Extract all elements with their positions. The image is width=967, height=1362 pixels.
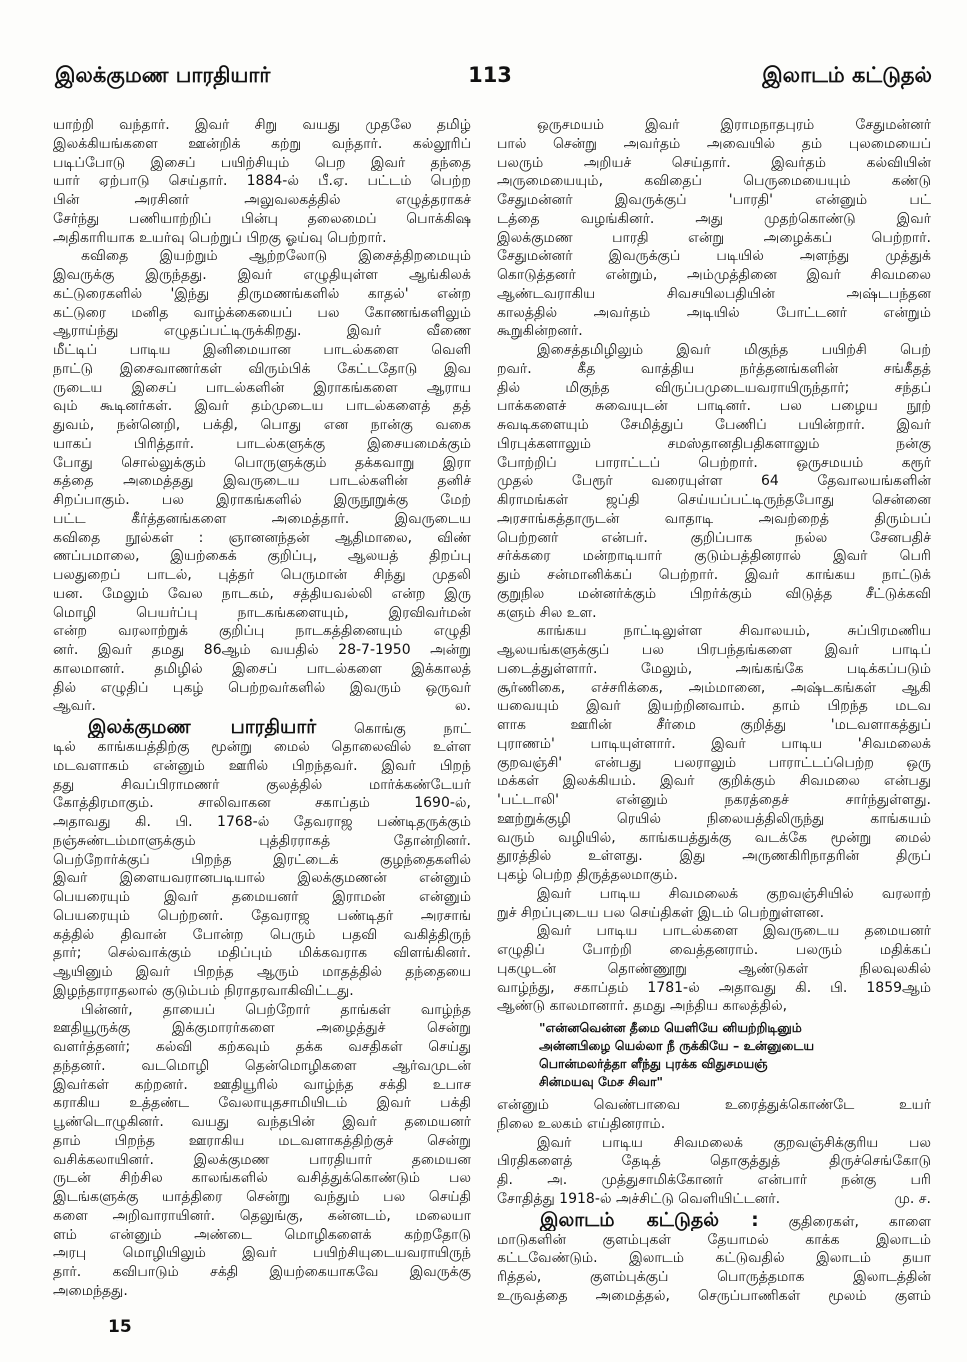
text-line: பிரபுக்களாலும் சமஸ்தானதிபதிகளாலும் நன்கு bbox=[497, 435, 931, 452]
entry-headword: இலக்குமண பாரதியார் bbox=[88, 716, 317, 738]
text-line: என்ற வரலாற்றுக் குறிப்பு நாடகத்தினையும் எழுதி bbox=[53, 623, 471, 640]
text-line: புராணம்' பாடியுள்ளார். இவர் பாடிய 'சிவமலைக் bbox=[497, 735, 931, 752]
text-line: சுவடிகளையும் சேமித்துப் பேணிப் பயின்றார். இவர் bbox=[497, 417, 931, 433]
text-line: இவர் பாடிய பாடல்களை இவருடைய தமையனர் bbox=[537, 923, 931, 940]
text-segment: ஆவர். bbox=[53, 698, 96, 715]
text-line: சிறப்பாகும். பல இராகங்களில் இருநூறுக்கு மேற் bbox=[53, 492, 471, 508]
text-line: அரசாங்கத்தாருடன் வாதாடி அவற்றைத் திரும்பப் bbox=[497, 510, 931, 527]
text-line: ளம் என்னும் அண்டை மொழிகளைக் கற்றதோடு bbox=[53, 1226, 471, 1243]
text-line: கட்டுரை மனித வாழ்க்கையைப் பல கோணங்களிலும் bbox=[53, 304, 471, 321]
text-line: நஞ்சுண்டம்மாளுக்கும் புத்திரராகத் தோன்றினர். bbox=[53, 832, 471, 849]
text-line: வரும் வழியில், காங்கயத்துக்கு வடக்கே மூன்று மைல் bbox=[497, 829, 931, 846]
text-line: பின்னர், தாயைப் பெற்றோர் தாங்கள் வாழ்ந்த bbox=[81, 1001, 471, 1018]
text-line: பட்ட கீர்த்தனங்களை அமைத்தார். இவருடைய bbox=[53, 510, 471, 527]
text-line: கூறுகின்றனர். bbox=[497, 323, 583, 340]
paragraph bbox=[497, 1096, 931, 1134]
paragraph bbox=[497, 1134, 931, 1209]
entry-paragraph bbox=[53, 716, 471, 1001]
paragraph bbox=[497, 922, 931, 1016]
text-line: சூர்ணிகை, எச்சரிக்கை, அம்மானை, அஷ்டகங்கள் ஆகி bbox=[497, 679, 931, 696]
text-line: பால் சென்று அவர்தம் அவையில் தம் புலமையைப் bbox=[497, 135, 931, 152]
verse-line: பொன்மலர்த்தா ளீந்து புரக்க விதுசமயஞ் bbox=[539, 1056, 768, 1071]
paragraph bbox=[53, 247, 471, 716]
text-line: தூரத்தில் உள்ளது. இது அருணகிரிநாதரின் திருப் bbox=[497, 848, 931, 865]
text-line: சர்க்கரை மன்றாடியார் குடும்பத்தினரால் இவர் பெரி bbox=[497, 548, 931, 565]
running-title-right: இலாடம் கட்டுதல் bbox=[762, 63, 932, 87]
text-line: தும் சன்மானிக்கப் பெற்றார். இவர் காங்கய நாட்டுக் bbox=[497, 567, 931, 583]
text-line: ணப்பமாலை, இயற்கைக் குறிப்பு, ஆலயத் திறப்பு bbox=[53, 548, 471, 565]
text-line: இவருக்கு இருந்தது. இவர் எழுதியுள்ள ஆங்கிலக் bbox=[53, 267, 471, 283]
footer-signature-number: 15 bbox=[108, 1317, 132, 1337]
text-line: ரித்தல், குளம்புக்குப் பொருத்தமாக இலாடத்தின் bbox=[497, 1269, 931, 1285]
text-line: அதாவது கி. பி. 1768-ல் தேவராஜ பண்டிதருக்கும் bbox=[53, 814, 471, 830]
text-line: பெற்றனர் என்பர். குறிப்பாக நல்ல சேனபதிச் bbox=[497, 529, 931, 546]
text-line: யாற்றி வந்தார். இவர் சிறு வயது முதலே தமிழ் bbox=[53, 117, 471, 133]
text-line: புகழுடன் தொண்ணூறு ஆண்டுகள் நிலவுலகில் bbox=[497, 960, 931, 977]
text-line: தார். கவிபாடும் சக்தி இயற்கையாகவே இவருக்கு bbox=[53, 1264, 471, 1280]
text-line: யாகப் பிரித்தார். பாடல்களுக்கு இசையமைக்கும் bbox=[53, 435, 471, 452]
text-line: மொழி பெயர்ப்பு நாடகங்களையும், இரவிவர்மன் bbox=[53, 604, 471, 621]
text-line: இசைத்தமிழிலும் இவர் மிகுந்த பயிற்சி பெற் bbox=[537, 342, 931, 358]
text-line: போற்றிப் பாராட்டப் பெற்றார். ஒருசமயம் கரூர் bbox=[497, 454, 931, 471]
text-line: பலரும் அறியச் செய்தார். இவர்தம் கல்வியின் bbox=[497, 154, 931, 171]
text-line: பின் அரசினர் அலுவலகத்தில் எழுத்தராகச் bbox=[53, 192, 471, 208]
text-line: இலக்குமண பாரதி என்று அழைக்கப் பெற்றார். bbox=[497, 229, 931, 246]
text-line: நாட்டு இசைவாணர்கள் விரும்பிக் கேட்டதோடு இவ bbox=[53, 360, 471, 377]
verse-block bbox=[497, 1019, 931, 1091]
text-line: தது சிவப்பிராமணர் குலத்தில் மார்க்கண்டேயர் bbox=[53, 776, 471, 793]
text-line: காலமானர். தமிழில் இசைப் பாடல்களை இக்காலத் bbox=[53, 660, 471, 677]
text-line: வும் கூடினர்கள். இவர் தம்முடைய பாடல்களைத் தத் bbox=[53, 398, 471, 415]
text-line: ஆலயங்களுக்குப் பல பிரபந்தங்களை இவர் பாடிப் bbox=[497, 642, 931, 658]
text-line: இவர் இளையவரானபடியால் இலக்குமணன் என்னும் bbox=[53, 870, 471, 887]
right-column bbox=[497, 116, 931, 1306]
text-line: இவர் பாடிய சிவமலைக் குறவஞ்சியில் வரலாற் bbox=[537, 885, 931, 902]
paragraph bbox=[497, 885, 931, 923]
text-line: மக்கள் இலக்கியம். இவர் குறிக்கும் சிவமலை என்பது bbox=[497, 773, 931, 790]
text-line: கோத்திரமாகும். சாலிவாகன சகாப்தம் 1690-ல், bbox=[53, 795, 471, 812]
paragraph bbox=[497, 622, 931, 885]
text-line: தி. அ. முத்துசாமிக்கோனர் என்பார் நன்கு பரி bbox=[497, 1172, 931, 1188]
text-line: அதிகாரியாக உயர்வு பெற்றுப் பிறகு ஓய்வு பெற்றார். bbox=[53, 229, 387, 246]
text-line: ருடைய இசைப் பாடல்களின் இராகங்களை ஆராய bbox=[53, 379, 471, 396]
text-line: பாக்களைச் சுவையுடன் பாடினர். பல பழைய நூற் bbox=[497, 398, 931, 415]
text-line: நிலை உலகம் எய்தினராம். bbox=[497, 1115, 666, 1132]
text-line: உருவத்தை அமைத்தல், செருப்பாணிகள் மூலம் குளம் bbox=[497, 1287, 931, 1304]
text-line bbox=[497, 1190, 931, 1209]
entry-headword: இலாடம் கட்டுதல் : bbox=[540, 1208, 759, 1231]
author-initials: ல. bbox=[454, 698, 471, 715]
text-line bbox=[53, 716, 471, 738]
text-line: பூண்டொழுகினர். வயது வந்தபின் இவர் தமையனர் bbox=[53, 1114, 471, 1130]
text-line: காங்கய நாட்டிலுள்ள சிவாலயம், சுப்பிரமணிய bbox=[537, 623, 931, 640]
author-initials: மு. ச. bbox=[894, 1190, 931, 1207]
text-line: தில் மிகுந்த விருப்பமுடையவராயிருந்தார்; சந்தப் bbox=[497, 379, 931, 396]
text-line: தில் எழுதிப் புகழ் பெற்றவர்களில் இவரும் ஒருவர் bbox=[53, 679, 471, 696]
text-line: கத்தை அமைத்தது இவருடைய பாடல்களின் தனிச் bbox=[53, 473, 471, 490]
text-segment: கொங்கு நாட் bbox=[353, 721, 471, 737]
text-line: இவர் பாடிய சிவமலைக் குறவஞ்சிக்குரிய பல bbox=[537, 1134, 931, 1151]
text-line: குறுநில மன்னர்க்கும் பிறர்க்கும் விடுத்த சீட்டுக்கவி bbox=[497, 585, 931, 602]
verse-line: "என்னவென்ன தீமை யெளியே னியற்றிடினும் bbox=[539, 1020, 802, 1035]
text-line: சேதுமன்னர் இவருக்குப் 'பாரதி' என்னும் பட் bbox=[497, 192, 931, 208]
text-line: பலதுறைப் பாடல், புத்தர் பெருமான் சிந்து முதலி bbox=[53, 567, 471, 583]
text-line: அருமையையும், கவிதைப் பெருமையையும் கண்டு bbox=[497, 173, 931, 190]
text-line: டில் காங்கயத்திற்கு மூன்று மைல் தொலைவில் உள்ள bbox=[53, 739, 471, 755]
text-line: வாழ்ந்து, சகாப்தம் 1781-ல் அதாவது கி. பி. 1859ஆம் bbox=[497, 979, 931, 996]
text-segment: குதிரைகள், காளை bbox=[788, 1213, 931, 1230]
text-line: படிப்போடு இசைப் பயிற்சியும் பெற இவர் தந்தை bbox=[53, 154, 471, 171]
text-line: னர். இவர் தமது 86ஆம் வயதில் 28-7-1950 அன்று bbox=[53, 642, 471, 658]
text-line: படைத்துள்ளார். மேலும், அங்கங்கே படிக்கப்படும் bbox=[497, 660, 931, 677]
text-line: ஆராய்ந்து எழுதப்பட்டிருக்கிறது. இவர் வீணை bbox=[53, 323, 471, 340]
text-line: கொடுத்தனர் என்றும், அம்முத்தினை இவர் சிவமலை bbox=[497, 267, 931, 283]
text-line: 'பட்டாலி' என்னும் நகரத்தைச் சார்ந்துள்ளது. bbox=[497, 792, 931, 808]
text-line: பிரதிகளைத் தேடித் தொகுத்துத் திருச்செங்கோடு bbox=[497, 1153, 931, 1170]
text-line: தார்; செல்வாக்கும் மதிப்பும் மிக்கவராக விளங்கினர். bbox=[53, 945, 471, 962]
text-line: கிராமங்கள் ஜப்தி செய்யப்பட்டிருந்தபோது சென்னை bbox=[497, 492, 931, 508]
text-line: இழந்தாராதலால் குடும்பம் நிராதரவாகிவிட்டது. bbox=[53, 982, 354, 999]
text-line: வசிக்கலாயினர். இலக்குமண பாரதியார் தமையன bbox=[53, 1151, 471, 1168]
text-line: கராகிய உத்தண்ட வேலாயுதசாமியிடம் இவர் பக்தி bbox=[53, 1095, 471, 1112]
text-line: மடவளாகம் என்னும் ஊரில் பிறந்தவர். இவர் பிறந் bbox=[53, 757, 471, 774]
text-line: ஆண்டு காலமானார். தமது அந்திய காலத்தில், bbox=[497, 998, 788, 1015]
text-line: என்னும் வெண்பாவை உரைத்துக்கொண்டே உயர் bbox=[497, 1097, 931, 1113]
text-line: கவிதை இயற்றும் ஆற்றலோடு இசைத்திறமையும் bbox=[81, 248, 471, 265]
text-line: களும் சில உள. bbox=[497, 604, 597, 621]
text-line: ஊதியூருக்கு இக்குமாரர்களை அழைத்துச் சென்று bbox=[53, 1020, 471, 1037]
text-line: தாம் பிறந்த ஊராகிய மடவளாகத்திற்குச் சென்று bbox=[53, 1132, 471, 1149]
text-line: துவம், நன்னெறி, பக்தி, பொது என நான்கு வகை bbox=[53, 417, 471, 433]
text-line: கவிதை நூல்கள் : ஞானனந்தன் ஆதிமாலை, விண் bbox=[53, 529, 471, 546]
text-line: றுச் சிறப்புடைய பல செய்திகள் இடம் பெற்றுள்ளன. bbox=[497, 904, 825, 921]
text-line: பெயரையும் பெற்றனர். தேவராஜ பண்டிதர் அரசாங் bbox=[53, 907, 471, 924]
paragraph bbox=[53, 1001, 471, 1301]
text-line: தந்தனர். வடமொழி தென்மொழிகளை ஆர்வமுடன் bbox=[53, 1057, 471, 1074]
text-line: மாடுகளின் குளம்புகள் தேயாமல் காக்க இலாடம் bbox=[497, 1231, 931, 1248]
text-line: போது சொல்லுக்கும் பொருளுக்கும் தக்கவாறு இரா bbox=[53, 454, 471, 471]
paragraph bbox=[53, 116, 471, 247]
text-line: ஒருசமயம் இவர் இராமநாதபுரம் சேதுமன்னர் bbox=[537, 117, 931, 133]
verse-line: அன்னபிழை யெல்லா நீ ருக்கியே – உன்னுடைய bbox=[539, 1038, 815, 1053]
text-line: சேதுமன்னர் இவருக்குப் படியில் அளந்து முத்துக் bbox=[497, 248, 931, 265]
text-line: முதல் பேரூர் வரையுள்ள 64 தேவாலயங்களின் bbox=[497, 473, 931, 490]
text-line: குறவஞ்சி' என்பது பலராலும் பாராட்டப்பெற்ற ஒரு bbox=[497, 754, 931, 771]
text-line bbox=[497, 1209, 931, 1231]
text-line: யார் ஏற்பாடு செய்தார். 1884-ல் பீ.ஏ. பட்டம் பெற்ற bbox=[53, 173, 471, 190]
text-line: அரபு மொழியிலும் இவர் பயிற்சியுடையவராயிருந் bbox=[53, 1245, 471, 1262]
text-line: களை அறிவாராயினர். தெலுங்கு, கன்னடம், மலையா bbox=[53, 1207, 471, 1224]
text-line: இலக்கியங்களை ஊன்றிக் கற்று வந்தார். கல்லூரிப் bbox=[53, 135, 471, 152]
text-line: பெயரையும் இவர் தமையனர் இராமன் என்னும் bbox=[53, 889, 471, 905]
text-line: கத்தில் திவான் போன்ற பெரும் பதவி வகித்திருந் bbox=[53, 926, 471, 943]
text-line bbox=[53, 697, 471, 716]
text-line: யன. மேலும் வேல நாடகம், சத்தியவல்லி என்ற இரு bbox=[53, 585, 471, 602]
text-line: புகழ் பெற்ற திருத்தலமாகும். bbox=[497, 867, 678, 883]
left-column bbox=[53, 116, 471, 1301]
text-line: அமைந்தது. bbox=[53, 1282, 128, 1299]
text-line: டத்தை வழங்கினர். அது முதற்கொண்டு இவர் bbox=[497, 210, 931, 227]
text-line: ளாக ஊரின் சீர்மை குறித்து 'மடவளாகத்துப் bbox=[497, 717, 931, 733]
paragraph bbox=[497, 116, 931, 341]
text-line: ஆண்டவராகிய சிவசயிலபதியின் அஷ்டபந்தன bbox=[497, 285, 931, 302]
text-line: ருடன் சிற்சில காலங்களில் வசித்துக்கொண்டும் பல bbox=[53, 1170, 471, 1187]
text-segment: சோதித்து 1918-ல் அச்சிட்டு வெளியிட்டனர். bbox=[497, 1190, 781, 1207]
page-number: 113 bbox=[468, 63, 512, 87]
verse-line: சின்மயவு மேச சிவா" bbox=[539, 1074, 664, 1089]
text-line: காலத்தில் அவர்தம் அடியில் போட்டனர் என்றும் bbox=[497, 304, 931, 321]
text-line: இடங்களுக்கு யாத்திரை சென்று வந்தும் பல செய்தி bbox=[53, 1189, 471, 1205]
paragraph bbox=[497, 341, 931, 622]
text-line: றவர். கீத வாத்திய நர்த்தனங்களின் சங்கீதத் bbox=[497, 360, 931, 377]
text-line: சேர்ந்து பணியாற்றிப் பின்பு தலைமைப் பொக்கிஷ bbox=[53, 210, 471, 227]
text-line: கட்டுரைகளில் 'இந்து திருமணங்களில் காதல்' என்ற bbox=[53, 285, 471, 302]
entry-paragraph bbox=[497, 1209, 931, 1306]
text-line: ஆயினும் இவர் பிறந்த ஆரும் மாதத்தில் தந்தையை bbox=[53, 964, 471, 980]
text-line: ஊற்றுக்குழி ரெயில் நிலையத்திலிருந்து காங்கயம் bbox=[497, 810, 931, 827]
text-line: பெற்றோர்க்குப் பிறந்த இரட்டைக் குழந்தைகளில் bbox=[53, 851, 471, 868]
text-line: கட்டவேண்டும். இலாடம் கட்டுவதில் இலாடம் தயா bbox=[497, 1250, 931, 1267]
running-title-left: இலக்குமண பாரதியார் bbox=[55, 63, 271, 87]
text-line: யவையும் இவர் இயற்றினவாம். தாம் பிறந்த மடவ bbox=[497, 698, 931, 715]
text-line: இவர்கள் கற்றனர். ஊதியூரில் வாழ்ந்த சக்தி உபாச bbox=[53, 1076, 471, 1093]
text-line: மீட்டிப் பாடிய இனிமையான பாடல்களை வெளி bbox=[53, 342, 471, 358]
text-line: வளர்த்தனர்; கல்வி கற்கவும் தக்க வசதிகள் செய்து bbox=[53, 1039, 471, 1055]
text-line: எழுதிப் போற்றி வைத்தனராம். பலரும் மதிக்கப் bbox=[497, 942, 931, 958]
